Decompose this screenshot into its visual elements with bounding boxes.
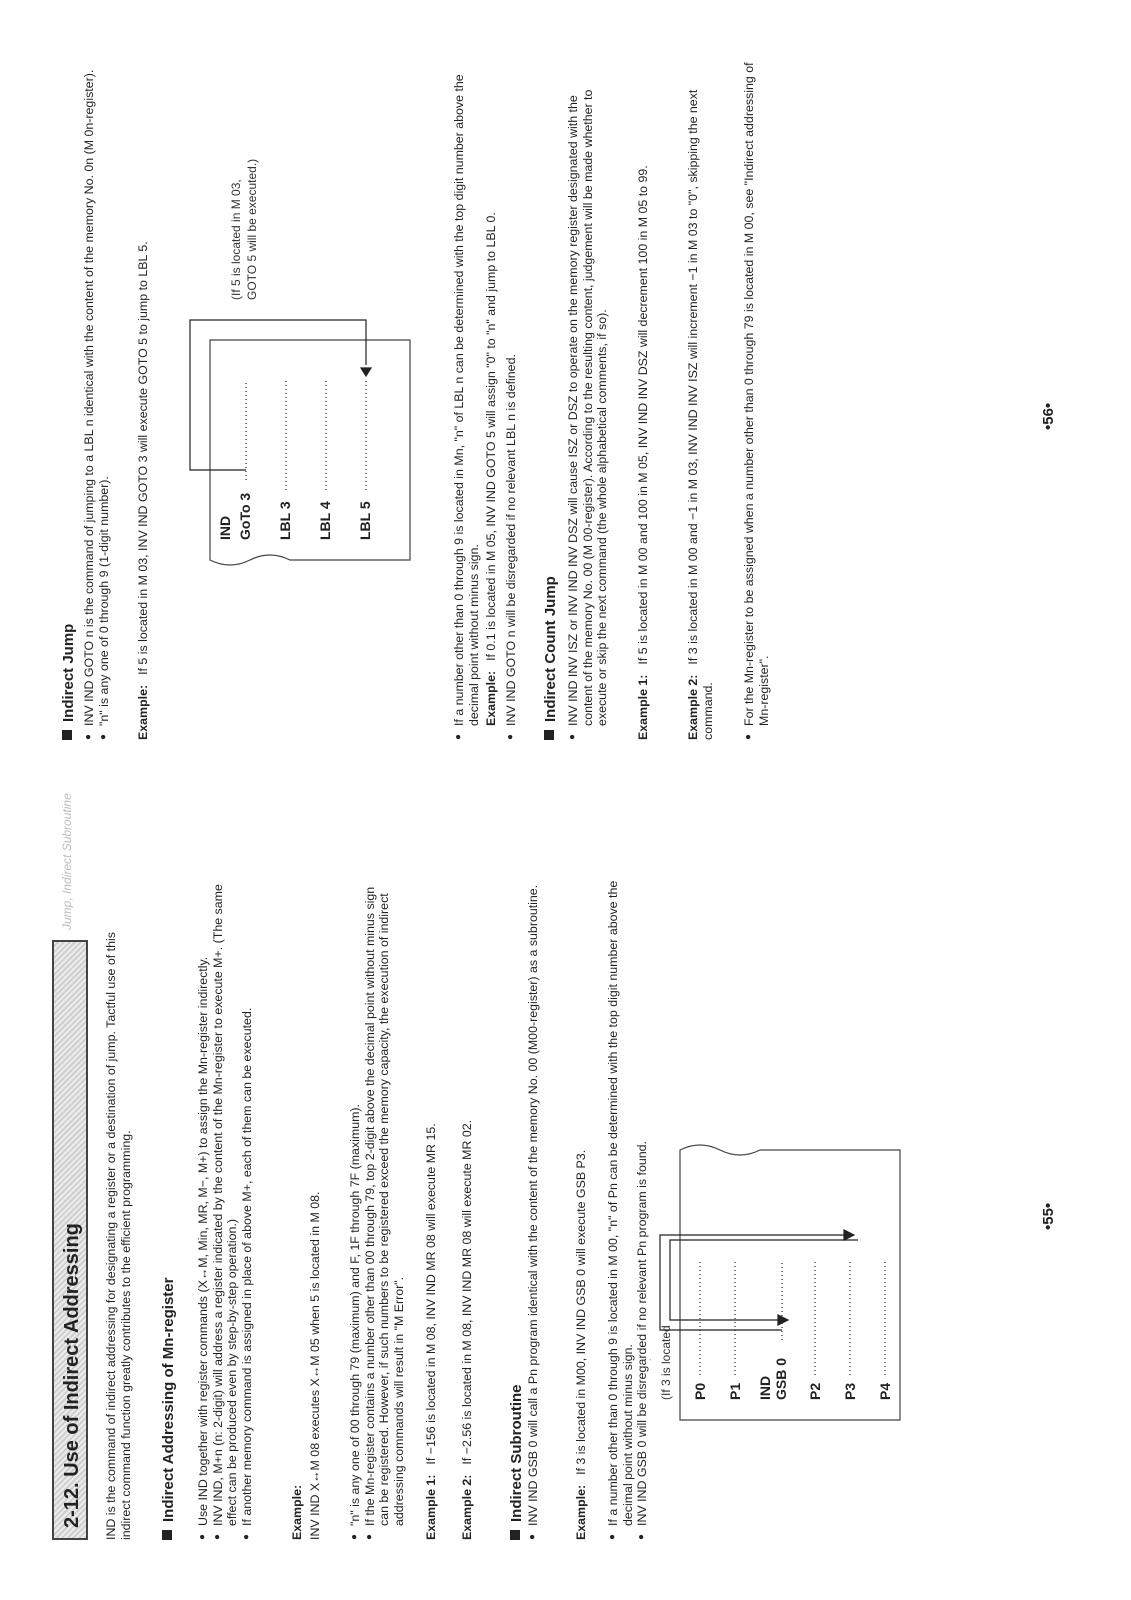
label-p1: P1 <box>727 1382 743 1400</box>
count-example-2-label: Example 2: <box>686 674 700 740</box>
list-item: ● Use IND together with register commands (X↔M, Min, MR, M−, M+) to assign the Mn-register indirectly. <box>196 870 211 1540</box>
heading-indirect-jump <box>60 624 77 740</box>
label-goto3: GoTo 3 <box>237 492 253 540</box>
mn-example-2 <box>460 900 475 1540</box>
heading-count-text: Indirect Count Jump <box>542 576 559 722</box>
label-p4: P4 <box>877 1382 893 1400</box>
list-item: ● INV IND, M+n (n: 2-digit) will address a register indicated by the content of the Mn-register to execute M+. (The same effect can be produced even by step-by-step operation.) <box>211 870 240 1540</box>
mn-example-label: Example: <box>290 1484 304 1540</box>
heading-mn-text: Indirect Addressing of Mn-register <box>160 1277 177 1522</box>
page-number-56: •56• <box>1040 402 1057 430</box>
jump-example <box>136 60 151 740</box>
mn-example-1 <box>424 900 439 1540</box>
heading-jump-text: Indirect Jump <box>60 623 77 722</box>
subroutine-bullets-2 <box>606 870 650 1540</box>
square-bullet-icon <box>62 730 72 740</box>
label-lbl4: LBL 4 <box>317 501 333 540</box>
list-item: ● INV IND GOTO n will be disregarded if no relevant LBL n is defined. <box>504 60 519 740</box>
diagram-dots <box>700 1260 885 1375</box>
label-lbl3: LBL 3 <box>277 501 293 540</box>
jump-bullets-3 <box>504 60 519 740</box>
heading-indirect-subroutine <box>508 1384 525 1540</box>
subroutine-diagram <box>650 880 950 1440</box>
label-lbl5: LBL 5 <box>357 501 373 540</box>
count-example-2 <box>686 60 715 740</box>
label-ind: IND <box>757 1375 773 1400</box>
subroutine-example <box>574 900 589 1540</box>
section-title: 2-12. Use of Indirect Addressing <box>52 940 88 1540</box>
jump-example-label: Example: <box>136 684 150 740</box>
mn-bullets-2 <box>348 870 406 1540</box>
jump-bullets-2 <box>452 60 481 740</box>
count-bullets-2 <box>742 60 771 740</box>
example-1-label: Example 1: <box>424 1474 438 1540</box>
left-page <box>0 793 1131 1540</box>
heading-mn-register <box>160 1278 177 1540</box>
list-item: ● If the Mn-register contains a number other than 00 through 79, top 2-digit above the decimal point without minus sign can be registered. However, if such numbers to be registered exceed the memory capacity, the execution of indirect addressing commands will result in "M Error". <box>363 870 407 1540</box>
example-2-text: If −2.56 is located in M 08, INV IND MR 08 will execute MR 02. <box>460 1119 474 1465</box>
diagram-arrows <box>190 320 371 470</box>
count-example-2-text: If 3 is located in M 00 and −1 in M 03, INV IND INV ISZ will increment −1 in M 03 to "0", skipping the next command. <box>686 89 715 740</box>
diagram-note-line-1: (If 3 is located <box>659 1325 673 1400</box>
diagram-frame <box>680 1145 900 1420</box>
list-item: ● "n" is any one of 0 through 9 (1-digit number). <box>97 60 112 740</box>
heading-subroutine-text: Indirect Subroutine <box>508 1384 525 1522</box>
list-item: ● INV IND GSB 0 will be disregarded if no relevant Pn program is found. <box>635 870 650 1540</box>
list-item: ● If another memory command is assigned in place of above M+, each of them can be executed. <box>240 870 255 1540</box>
heading-indirect-count-jump <box>542 576 559 740</box>
jump-example-2-text: If 0.1 is located in M 05, INV IND GOTO 5 will assign "0" to "n" and jump to LBL 0. <box>484 212 498 661</box>
label-p0: P0 <box>692 1382 708 1400</box>
subroutine-example-label: Example: <box>574 1484 588 1540</box>
list-item: ● INV IND GSB 0 will call a Pn program identical with the content of the memory No. 00 (M00-register) as a subroutine. <box>526 870 541 1540</box>
list-item: ● For the Mn-register to be assigned when a number other than 0 through 79 is located in M 00, see "Indirect addressing of Mn-register". <box>742 60 771 740</box>
example-1-text: If −156 is located in M 08, INV IND MR 08 will execute MR 15. <box>424 1123 438 1465</box>
jump-bullets <box>82 60 111 740</box>
diagram-dots <box>246 380 366 490</box>
diagram-labels <box>692 1358 893 1400</box>
intro-text: IND is the command of indirect addressing for designating a register or a destination of jump. Tactful use of this indirect command function greatly contributes to the efficient programming. <box>104 932 133 1540</box>
jump-example-2 <box>484 46 499 726</box>
label-p2: P2 <box>807 1382 823 1400</box>
subroutine-bullets <box>526 870 541 1540</box>
mn-example-text: INV IND X↔M 08 executes X↔M 05 when 5 is located in M 08. <box>308 1191 322 1540</box>
square-bullet-icon <box>162 1530 172 1540</box>
count-example-1-text: If 5 is located in M 00 and 100 in M 05, INV IND INV DSZ will decrement 100 in M 05 to 99. <box>636 165 650 665</box>
page-number-55: •55• <box>1040 1202 1057 1230</box>
label-gsb0: GSB 0 <box>773 1357 789 1400</box>
faded-tag: Jump, Indirect Subroutine <box>60 793 74 930</box>
count-example-1 <box>636 60 651 740</box>
subroutine-example-text: If 3 is located in M00, INV IND GSB 0 will execute GSB P3. <box>574 1149 588 1475</box>
jump-diagram <box>170 80 430 580</box>
diagram-note <box>650 1325 673 1400</box>
square-bullet-icon <box>510 1530 520 1540</box>
diagram-note-line-2 <box>650 1357 651 1400</box>
diagram-arrows <box>660 1230 858 1330</box>
count-example-1-label: Example 1: <box>636 674 650 740</box>
diagram-note <box>229 159 259 300</box>
diagram-labels <box>217 493 373 540</box>
list-item: ● If a number other than 0 through 9 is located in Mn, "n" of LBL n can be determined with the top digit number above the decimal point without minus sign. <box>452 60 481 740</box>
list-item: ● INV IND GOTO n is the command of jumping to a LBL n identical with the content of the memory No. 0n (M 0n-register). <box>82 60 97 740</box>
diagram-note-line-2: GOTO 5 will be executed.) <box>245 158 259 300</box>
example-2-label: Example 2: <box>460 1474 474 1540</box>
label-p3: P3 <box>842 1382 858 1400</box>
right-page <box>0 40 1131 740</box>
count-bullets <box>566 60 610 740</box>
jump-example-text: If 5 is located in M 03, INV IND GOTO 3 will execute GOTO 5 to jump to LBL 5. <box>136 241 150 675</box>
square-bullet-icon <box>544 730 554 740</box>
jump-example-2-label: Example: <box>484 670 498 726</box>
diagram-note-line-1: (If 5 is located in M 03, <box>229 179 243 300</box>
label-ind: IND <box>217 515 233 540</box>
list-item: ● If a number other than 0 through 9 is located in M 00, "n" of Pn can be determined with the top digit number above the decimal point without minus sign. <box>606 870 635 1540</box>
list-item: ● INV IND INV ISZ or INV IND INV DSZ will cause ISZ or DSZ to operate on the memory register designated with the content of the memory No. 00 (M 00-register). According to the resulting content, judgement will be made whether to execute or skip the next command (the whole alphabetical comments, if so). <box>566 60 610 740</box>
list-item: ● "n" is any one of 00 through 79 (maximum) and F, 1F through 7F (maximum). <box>348 870 363 1540</box>
mn-bullets <box>196 870 254 1540</box>
